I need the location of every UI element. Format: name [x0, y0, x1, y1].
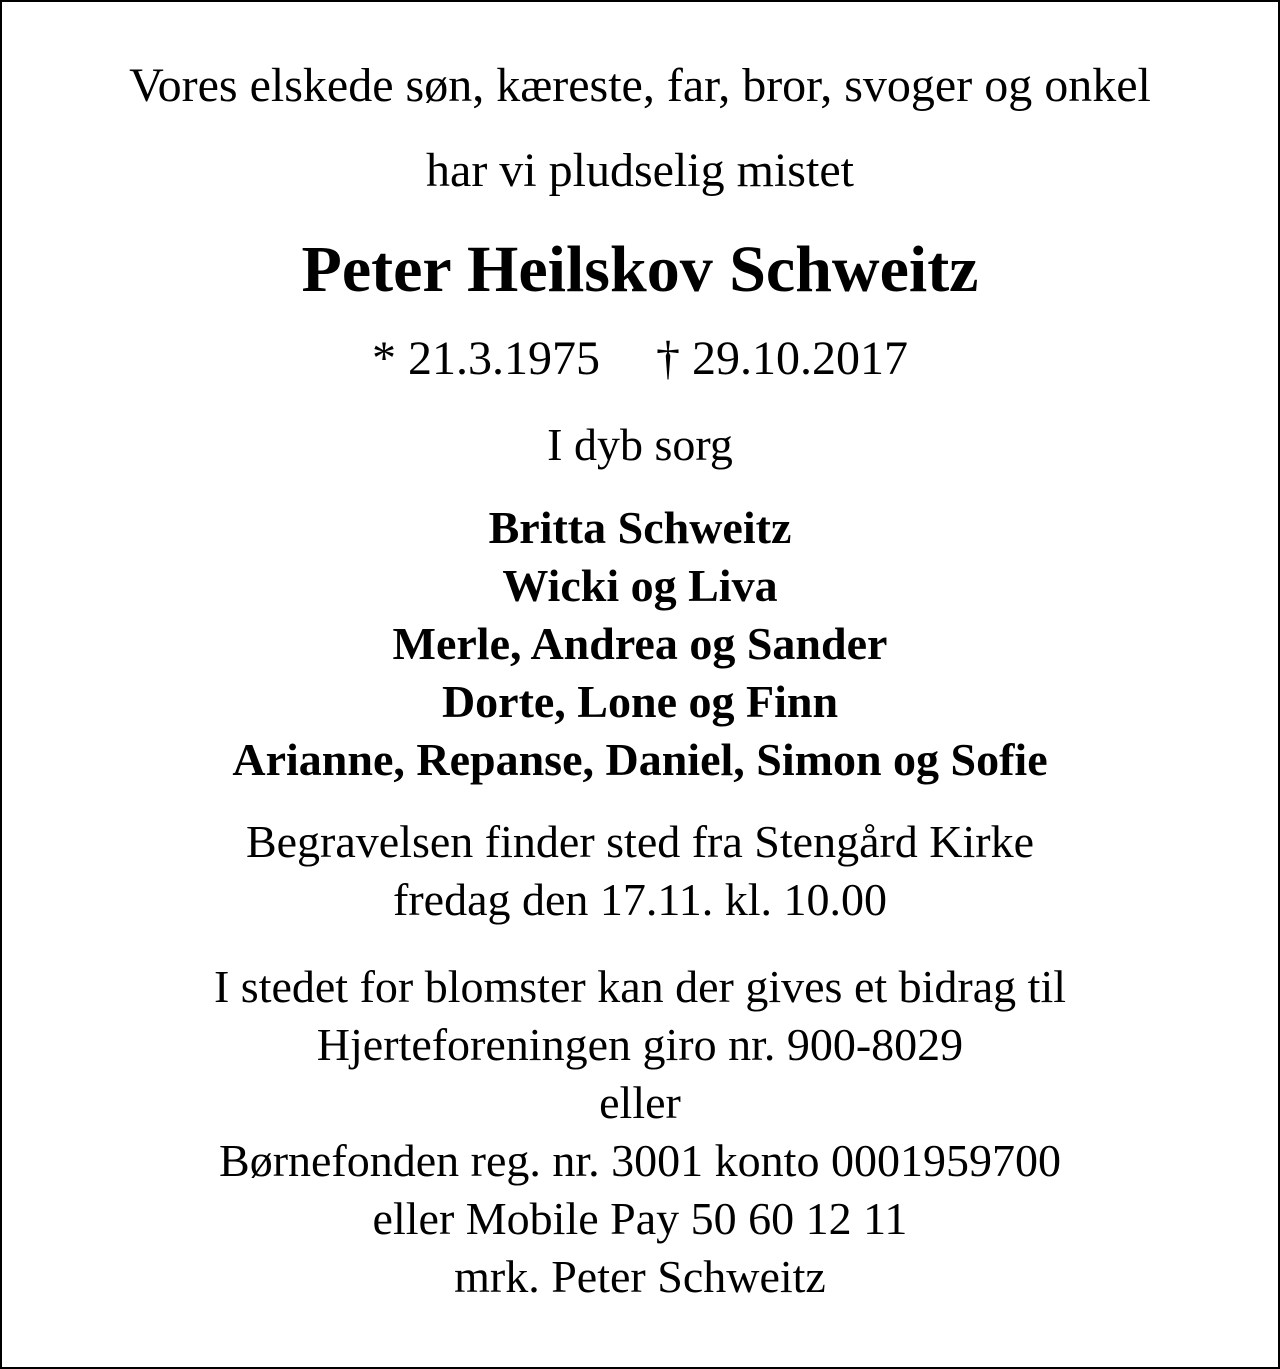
sorrow-label: I dyb sorg — [547, 419, 733, 470]
donation-line-6: mrk. Peter Schweitz — [454, 1251, 826, 1302]
donation-line-5: eller Mobile Pay 50 60 12 11 — [372, 1193, 908, 1244]
funeral-line-2: fredag den 17.11. kl. 10.00 — [393, 874, 887, 925]
funeral-line-1: Begravelsen finder sted fra Stengård Kirke — [245, 816, 1035, 867]
donation-line-3: eller — [599, 1077, 681, 1128]
death-date: † 29.10.2017 — [656, 332, 908, 385]
deceased-name: Peter Heilskov Schweitz — [301, 233, 979, 306]
family-member-4: Dorte, Lone og Finn — [441, 676, 839, 727]
life-dates — [2, 332, 1278, 385]
donation-line-1: I stedet for blomster kan der gives et bidrag til — [213, 961, 1067, 1012]
family-member-2: Wicki og Liva — [502, 560, 778, 611]
birth-date: * 21.3.1975 — [372, 332, 600, 385]
intro-line-1: Vores elskede søn, kæreste, far, bror, svoger og onkel — [129, 59, 1151, 112]
intro-line-2: har vi pludselig mistet — [426, 144, 854, 197]
donation-line-2: Hjerteforeningen giro nr. 900-8029 — [316, 1019, 964, 1070]
donation-line-4: Børnefonden reg. nr. 3001 konto 0001959700 — [219, 1135, 1061, 1186]
family-member-3: Merle, Andrea og Sander — [392, 618, 888, 669]
family-member-5: Arianne, Repanse, Daniel, Simon og Sofie — [232, 734, 1048, 785]
family-member-1: Britta Schweitz — [488, 502, 792, 553]
